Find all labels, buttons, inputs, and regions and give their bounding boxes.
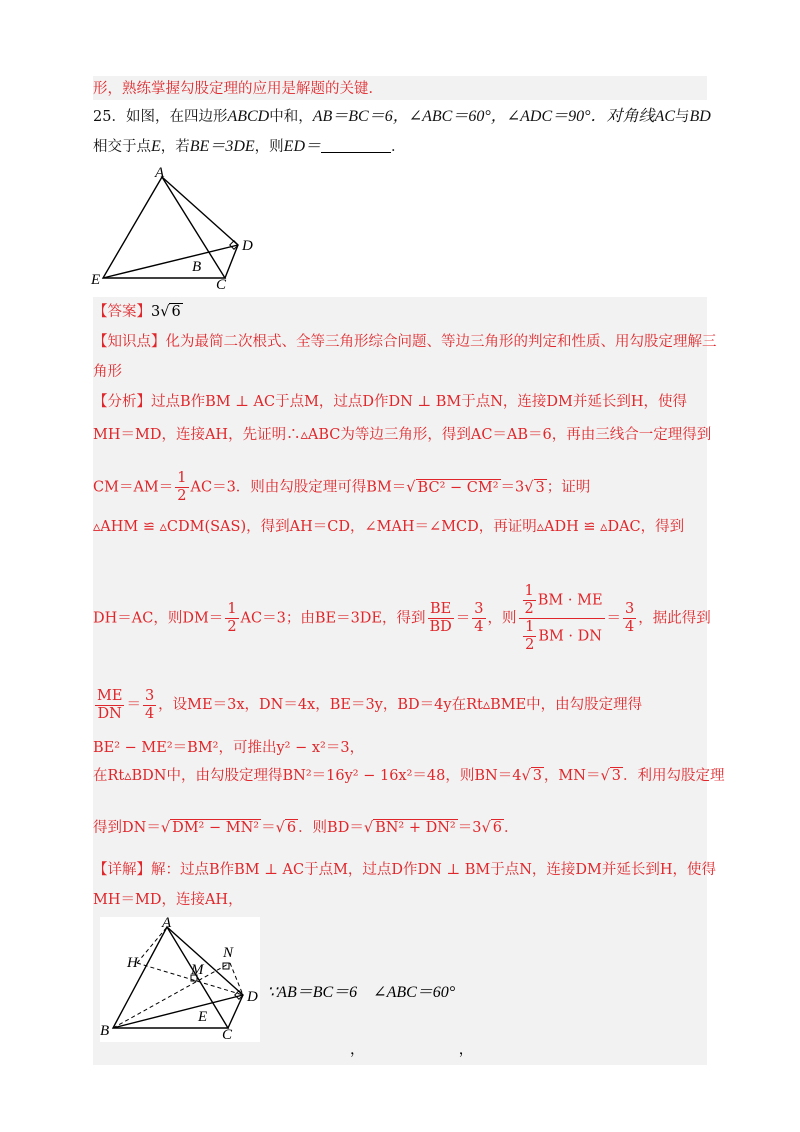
fig2-label-e: E [198, 1009, 208, 1025]
analysis-line-5: DH＝AC，则DM＝ $\frac{1}{2}$ AC＝3；由BE＝3DE，得到 $\frac{BE}{BD}$ ＝ $\frac{3}{4}$ ，则 $\frac{1}{2}$ BM · ME $\frac{1}{2}$ BM · DN ＝ $\frac{3}{4}$ ，据此得到 [93, 583, 711, 653]
label-c: C [216, 277, 227, 290]
analysis-line-6: $\frac{ME}{DN}$ ＝ $\frac{3}{4}$ ，设ME＝3x，DN＝4x，BE＝3y，BD＝4y在Rt▵BME中，由勾股定理得 [97, 687, 643, 722]
label-b: E [91, 272, 101, 288]
fig2-label-d: D [247, 989, 258, 1005]
detail-line-1: 【详解】解：过点B作BM ⊥ AC于点M，过点D作DN ⊥ BM于点N，连接DM并延长到H，使得 [93, 862, 717, 878]
detail-line-2: MH＝MD，连接AH， [93, 892, 243, 908]
top-line: 形，熟练掌握勾股定理的应用是解题的关键． [93, 81, 383, 97]
analysis-line-3: CM＝AM＝ $\frac{1}{2}$ AC＝3．则由勾股定理可得BM＝√ BC² − CM² ＝3√ 3 ；证明 [93, 470, 591, 504]
knowledge-line-1: 【知识点】化为最简二次根式、全等三角形综合问题、等边三角形的判定和性质、用勾股定理解三 [93, 334, 717, 350]
analysis-line-7: BE² − ME²＝BM²，可推出y² − x²＝3， [93, 740, 365, 756]
analysis-line-9: 得到DN＝√ DM² − MN² ＝√ 6 ．则BD＝√ BN² + DN² ＝3√ 6 ． [93, 820, 519, 836]
answer-blank [321, 138, 391, 153]
auxiliary-figure [95, 915, 275, 1045]
analysis-line-2: MH＝MD，连接AH，先证明∴▵ABC为等边三角形，得到AC＝AB＝6，再由三线合一定理得到 [93, 427, 712, 443]
trailing-commas: ， ， [350, 1042, 474, 1058]
fig2-label-b: B [100, 1023, 110, 1039]
label-e: B [192, 259, 202, 275]
question-line-2: 相交于点E，若BE＝3DE，则ED＝ ． [93, 138, 406, 155]
fig2-label-n: N [223, 945, 234, 961]
analysis-line-1: 【分析】过点B作BM ⊥ AC于点M，过点D作DN ⊥ BM于点N，连接DM并延长到H，使得 [93, 394, 688, 410]
question-line-1: 25．如图，在四边形ABCD中和，AB＝BC＝6，∠ABC＝60°，∠ADC＝90°．对角线AC与BD [93, 108, 711, 125]
analysis-line-4: ▵AHM ≌ ▵CDM(SAS)，得到AH＝CD，∠MAH＝∠MCD，再证明▵ADH ≌ ▵DAC，得到 [93, 519, 685, 535]
fig2-label-a: A [162, 915, 172, 931]
fig2-label-h: H [127, 955, 138, 971]
given-statement: ∵AB＝BC＝6 ∠ABC＝60° [267, 984, 456, 1001]
fig2-label-c: C [222, 1027, 233, 1043]
label-d: D [242, 238, 253, 254]
label-a: A [155, 165, 165, 181]
analysis-line-8: 在Rt▵BDN中，由勾股定理得BN²＝16y² − 16x²＝48，则BN＝4√ 3 ，MN＝√ 3 ．利用勾股定理 [93, 768, 725, 784]
answer-line: 【答案】3√ 6 [93, 304, 181, 320]
quadrilateral-figure [85, 165, 265, 290]
fig2-label-m: M [191, 962, 204, 978]
knowledge-line-2: 角形 [93, 364, 122, 380]
